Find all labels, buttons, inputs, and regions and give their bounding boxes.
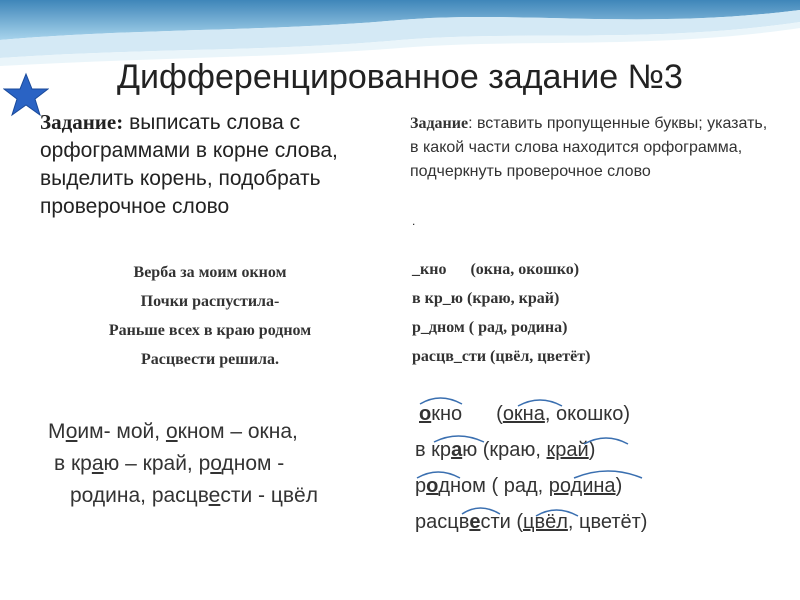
right-task-body: : вставить пропущенные буквы; указать, в какой части слова находится орфограмма, подчеркнуть проверочное слово bbox=[410, 115, 768, 180]
page-title: Дифференцированное задание №3 bbox=[117, 58, 683, 96]
left-answers bbox=[40, 416, 390, 512]
left-answer-line: родина, расцвести - цвёл bbox=[70, 484, 318, 507]
left-answer-line: Моим- мой, окном – окна, bbox=[48, 420, 298, 443]
exercise-row: в кр_ю (краю, край) bbox=[412, 290, 560, 307]
poem-line: Верба за моим окном bbox=[133, 264, 287, 281]
right-task-label: Задание bbox=[410, 115, 469, 132]
poem-line: Раньше всех в краю родном bbox=[108, 322, 312, 339]
right-answer-line: в краю (краю, край) bbox=[415, 439, 596, 461]
left-task-text bbox=[40, 108, 385, 221]
right-answer-line: родном ( рад, родина) bbox=[415, 475, 623, 497]
poem-line: Расцвести решила. bbox=[141, 351, 279, 368]
right-task-dot: . bbox=[412, 214, 416, 228]
exercise-row: расцв_сти (цвёл, цветёт) bbox=[412, 348, 591, 365]
left-task-body: выписать слова с орфограммами в корне слова, выделить корень, подобрать проверочное слово bbox=[40, 111, 338, 218]
poem-line: Почки распустила- bbox=[140, 293, 280, 310]
exercise-list bbox=[412, 255, 792, 371]
left-answer-line: в краю – край, родном - bbox=[54, 452, 285, 475]
exercise-row: р_дном ( рад, родина) bbox=[412, 319, 568, 336]
right-task-text bbox=[410, 112, 770, 184]
poem bbox=[40, 258, 380, 374]
right-answers bbox=[415, 396, 795, 540]
right-answer-line: расцвести (цвёл, цветёт) bbox=[415, 511, 648, 533]
left-task-label: Задание: bbox=[40, 110, 124, 134]
right-answer-line: окно (окна, окошко) bbox=[419, 403, 630, 425]
exercise-row: _кно (окна, окошко) bbox=[412, 261, 580, 278]
